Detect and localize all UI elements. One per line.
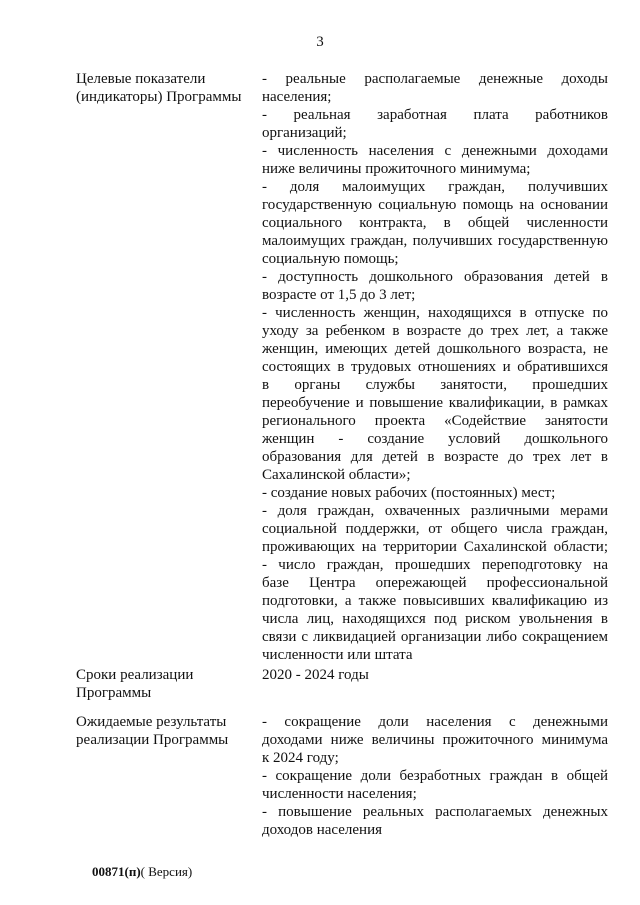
targets-line: состоящих в трудовых отношениях и обратившихся: [262, 359, 608, 375]
targets-line: - численность населения с денежными доходами: [262, 143, 608, 159]
targets-line: - доля граждан, охваченных различными мерами: [262, 503, 608, 519]
targets-line: социальной поддержки, от общего числа граждан,: [262, 521, 608, 537]
targets-line: численности или штата: [262, 647, 413, 663]
terms-value-text: 2020 - 2024 годы: [262, 667, 369, 683]
targets-line: связи с ликвидацией организации либо сокращением: [262, 629, 608, 645]
results-label: [76, 713, 256, 749]
targets-line: Сахалинской области»;: [262, 467, 411, 483]
targets-line: проживающих на территории Сахалинской области;: [262, 539, 608, 555]
targets-line: подготовки, а также повысивших квалификацию из: [262, 593, 608, 609]
targets-line: женщин - создание условий дошкольного: [262, 431, 608, 447]
targets-line: базе Центра опережающей профессиональной: [262, 575, 608, 591]
targets-line: социального контракта, в общей численности: [262, 215, 608, 231]
terms-label: [76, 666, 256, 702]
targets-line: - создание новых рабочих (постоянных) мест;: [262, 485, 556, 501]
document-code-number: 00871(п): [92, 864, 141, 879]
results-list: [262, 713, 608, 839]
results-label-line: реализации Программы: [76, 732, 229, 748]
targets-line: - доступность дошкольного образования детей в: [262, 269, 608, 285]
targets-line: социальную помощь;: [262, 251, 399, 267]
targets-label: [76, 70, 256, 106]
targets-line: женщин, имеющих детей дошкольного возраста, не: [262, 341, 608, 357]
terms-value: [262, 666, 608, 684]
targets-line: в органы службы занятости, прошедших: [262, 377, 608, 393]
targets-line: - доля малоимущих граждан, получивших: [262, 179, 608, 195]
targets-list: [262, 70, 608, 664]
terms-label-line: Сроки реализации: [76, 667, 194, 683]
targets-line: образования для детей в возрасте до трех лет в: [262, 449, 608, 465]
results-label-line: Ожидаемые результаты: [76, 714, 227, 730]
targets-line: - реальная заработная плата работников: [262, 107, 608, 123]
results-line: - сокращение доли населения с денежными: [262, 714, 608, 730]
targets-line: населения;: [262, 89, 332, 105]
targets-line: ниже величины прожиточного минимума;: [262, 161, 531, 177]
results-line: - повышение реальных располагаемых денежных: [262, 804, 608, 820]
results-line: к 2024 году;: [262, 750, 339, 766]
targets-line: - число граждан, прошедших переподготовку на: [262, 557, 608, 573]
targets-line: организаций;: [262, 125, 347, 141]
targets-label-line: (индикаторы) Программы: [76, 89, 242, 105]
targets-line: регионального проекта «Содействие занятости: [262, 413, 608, 429]
results-line: доходов населения: [262, 822, 382, 838]
targets-line: - численность женщин, находящихся в отпуске по: [262, 305, 608, 321]
targets-line: возрасте от 1,5 до 3 лет;: [262, 287, 416, 303]
targets-line: переобучение и повышение квалификации, в рамках: [262, 395, 608, 411]
targets-line: числа лиц, находящихся под риском увольнения в: [262, 611, 608, 627]
results-line: - сокращение доли безработных граждан в общей: [262, 768, 608, 784]
targets-line: малоимущих граждан, получивших государственную: [262, 233, 608, 249]
terms-label-line: Программы: [76, 685, 152, 701]
document-version: ( Версия): [140, 864, 193, 879]
targets-line: государственную социальную помощь на основании: [262, 197, 608, 213]
document-code: [92, 864, 192, 880]
targets-line: уходу за ребенком в возрасте до трех лет, а также: [262, 323, 608, 339]
targets-line: - реальные располагаемые денежные доходы: [262, 71, 608, 87]
results-line: численности населения;: [262, 786, 417, 802]
targets-label-line: Целевые показатели: [76, 71, 206, 87]
results-line: доходами ниже величины прожиточного минимума: [262, 732, 608, 748]
page-number: 3: [316, 34, 324, 50]
